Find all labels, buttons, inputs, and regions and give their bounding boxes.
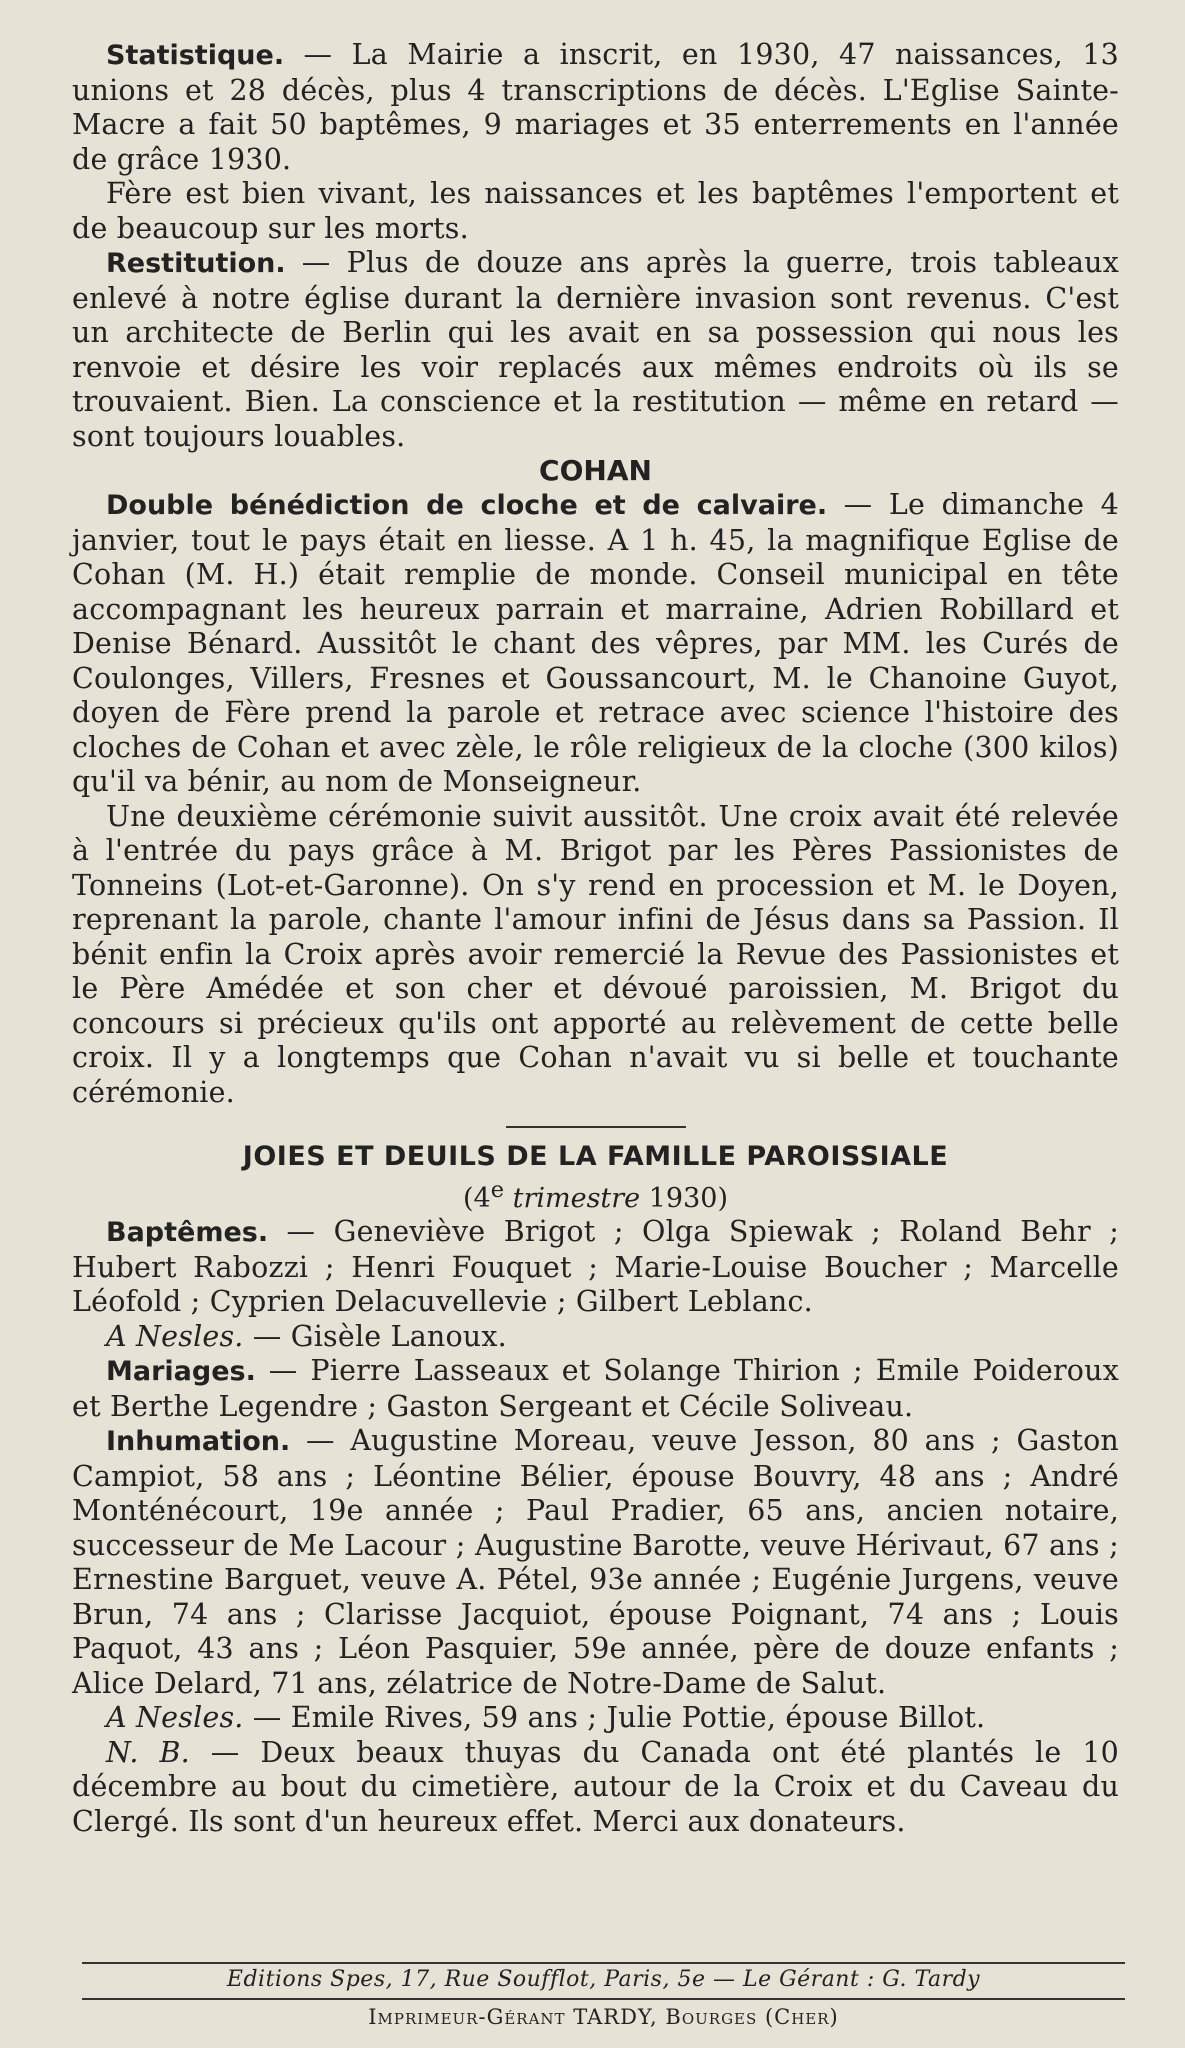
joies-heading: JOIES ET DEUILS DE LA FAMILLE PAROISSIALE: [242, 1141, 949, 1172]
paragraph-cohan-1: [72, 488, 1119, 800]
footer-publisher: Editions Spes, 17, Rue Soufflot, Paris, 5e — Le Gérant : G. Tardy: [226, 1967, 981, 1992]
statistique-text: — La Mairie a inscrit, en 1930, 47 naissances, 13 unions et 28 décès, plus 4 transcriptions de décès. L'Eglise Sainte-Macre a fait 50 baptêmes, 9 mariages et 35 enterrements en l'année de grâce 1930.: [72, 38, 1119, 176]
sub-close: 1930): [640, 1183, 729, 1214]
sub-sup: e: [490, 1177, 505, 1203]
paragraph-restitution: [72, 246, 1119, 454]
section-divider: [506, 1126, 686, 1128]
page-footer: [82, 1962, 1125, 2034]
paragraph-nesles-1: [72, 1320, 1119, 1355]
cohan-text-2: Une deuxième cérémonie suivit aussitôt. Une croix avait été relevée à l'entrée du pays grâce à M. Brigot par les Pères Passionistes de Tonneins (Lot-et-Garonne). On s'y rend en procession et M. le Doyen, reprenant la parole, chante l'amour infini de Jésus dans sa Passion. Il bénit enfin la Croix après avoir remercié la Revue des Passionistes et le Père Amédée et son cher et dévoué paroissien, M. Brigot du concours si précieux qu'ils ont apporté au relèvement de cette belle croix. Il y a longtemps que Cohan n'avait vu si belle et touchante cérémonie.: [72, 799, 1119, 1109]
baptemes-lead: Baptêmes.: [106, 1217, 269, 1248]
inhumation-lead: Inhumation.: [106, 1426, 291, 1457]
paragraph-fere: [72, 177, 1119, 246]
cohan-lead: Double bénédiction de cloche et de calvaire.: [106, 490, 828, 521]
paragraph-statistique: [72, 38, 1119, 177]
paragraph-nesles-2: [72, 1701, 1119, 1736]
paragraph-nb: [72, 1736, 1119, 1840]
joies-subheading: [72, 1174, 1119, 1215]
nb-lead: N. B.: [106, 1735, 190, 1769]
restitution-lead: Restitution.: [106, 248, 286, 279]
cohan-text-1: — Le dimanche 4 janvier, tout le pays était en liesse. A 1 h. 45, la magnifique Eglise de Cohan (M. H.) était remplie de monde. Conseil municipal en tête accompagnant les heureux parrain et marraine, Adrien Robillard et Denise Bénard. Aussitôt le chant des vêpres, par MM. les Curés de Coulonges, Villers, Fresnes et Goussancourt, M. le Chanoine Guyot, doyen de Fère prend la parole et retrace avec science l'histoire des cloches de Cohan et avec zèle, le rôle religieux de la cloche (300 kilos) qu'il va bénir, au nom de Monseigneur.: [72, 488, 1120, 798]
nesles-1-text: — Gisèle Lanoux.: [243, 1319, 507, 1353]
nb-text: — Deux beaux thuyas du Canada ont été plantés le 10 décembre au bout du cimetière, autour de la Croix et du Caveau du Clergé. Ils sont d'un heureux effet. Merci aux donateurs.: [72, 1735, 1119, 1838]
paragraph-cohan-2: [72, 800, 1119, 1111]
baptemes-text: — Geneviève Brigot ; Olga Spiewak ; Roland Behr ; Hubert Rabozzi ; Henri Fouquet ; Marie-Louise Boucher ; Marcelle Léofold ; Cyprien Delacuvellevie ; Gilbert Leblanc.: [72, 1215, 1119, 1318]
fere-text: Fère est bien vivant, les naissances et les baptêmes l'emportent et de beaucoup sur les morts.: [72, 177, 1119, 245]
sub-italic: trimestre: [504, 1183, 641, 1214]
cohan-heading: COHAN: [539, 454, 652, 487]
statistique-lead: Statistique.: [106, 40, 285, 71]
paragraph-inhumation: [72, 1424, 1119, 1701]
nesles-2-text: — Emile Rives, 59 ans ; Julie Pottie, épouse Billot.: [243, 1701, 986, 1734]
paragraph-mariages: [72, 1354, 1119, 1424]
nesles-2-place: A Nesles.: [106, 1701, 244, 1734]
paragraph-baptemes: [72, 1215, 1119, 1320]
mariages-lead: Mariages.: [106, 1356, 256, 1387]
restitution-text: — Plus de douze ans après la guerre, trois tableaux enlevé à notre église durant la dernière invasion sont revenus. C'est un architecte de Berlin qui les avait en sa possession qui nous les renvoie et désire les voir replacés aux mêmes endroits où ils se trouvaient. Bien. La conscience et la restitution — même en retard — sont toujours louables.: [72, 246, 1119, 453]
sub-open: (4: [462, 1183, 491, 1214]
inhumation-text: — Augustine Moreau, veuve Jesson, 80 ans ; Gaston Campiot, 58 ans ; Léontine Bélier, épouse Bouvry, 48 ans ; André Monténécourt, 19e année ; Paul Pradier, 65 ans, ancien notaire, successeur de Me Lacour ; Augustine Barotte, veuve Hérivaut, 67 ans ; Ernestine Barguet, veuve A. Pétel, 93e année ; Eugénie Jurgens, veuve Brun, 74 ans ; Clarisse Jacquiot, épouse Poignant, 74 ans ; Louis Paquot, 43 ans ; Léon Pasquier, 59e année, père de douze enfants ; Alice Delard, 71 ans, zélatrice de Notre-Dame de Salut.: [72, 1424, 1119, 1700]
nesles-1-place: A Nesles.: [106, 1319, 244, 1353]
mariages-text: — Pierre Lasseaux et Solange Thirion ; Emile Poideroux et Berthe Legendre ; Gaston Sergeant et Cécile Soliveau.: [72, 1354, 1119, 1423]
footer-printer: Imprimeur-Gérant TARDY, Bourges (Cher): [368, 2005, 839, 2029]
